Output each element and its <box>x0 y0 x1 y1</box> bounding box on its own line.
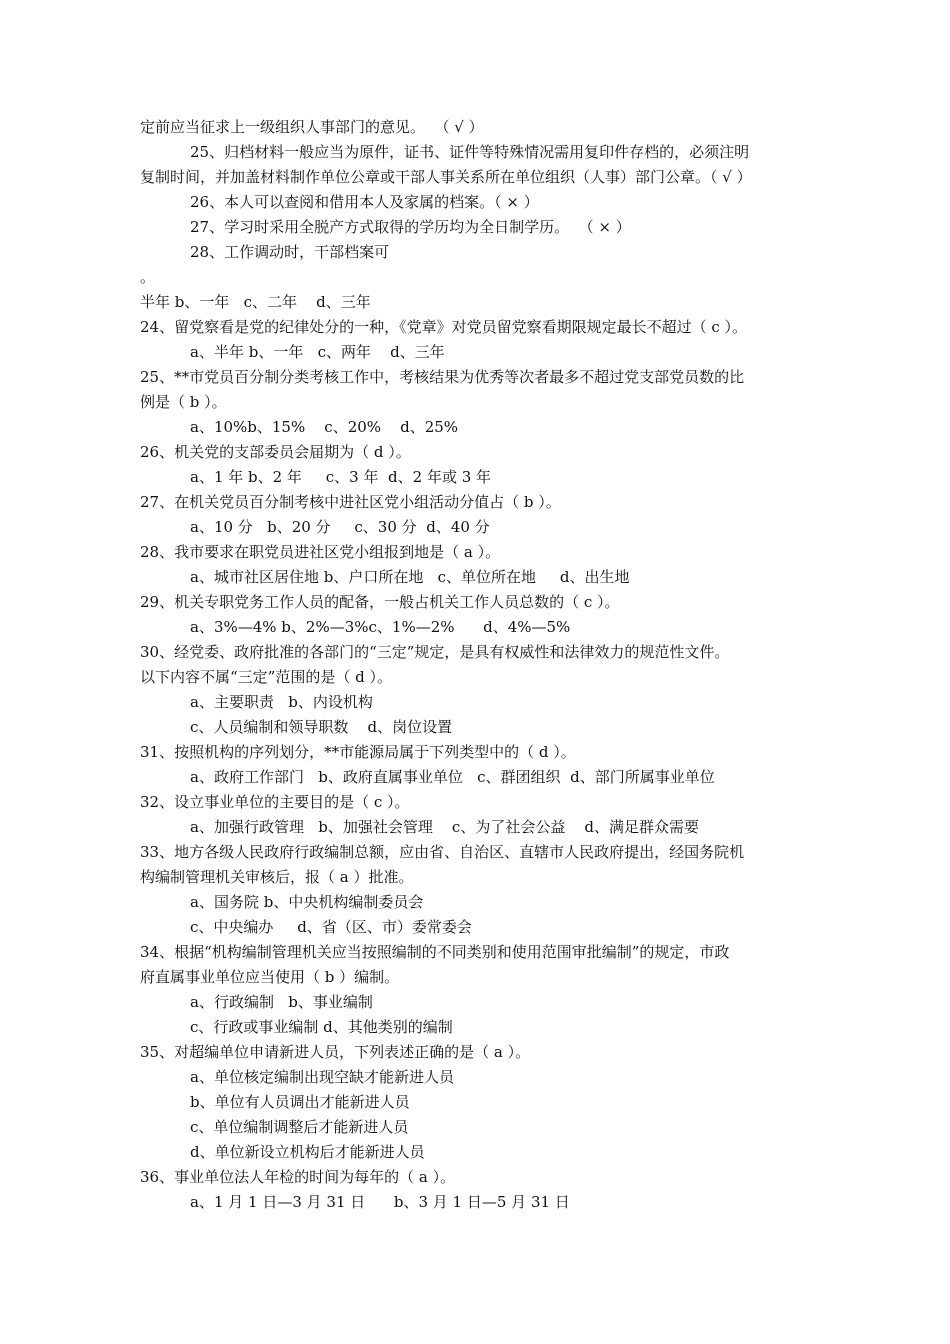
answer-options: a、政府工作部门 b、政府直属事业单位 c、群团组织 d、部门所属事业单位 <box>190 768 715 786</box>
text-line: 定前应当征求上一级组织人事部门的意见。 （ √ ） <box>140 118 484 136</box>
answer-options: a、行政编制 b、事业编制 <box>190 993 373 1011</box>
answer-options: c、单位编制调整后才能新进人员 <box>190 1118 409 1136</box>
text-line: 复制时间，并加盖材料制作单位公章或干部人事关系所在单位组织（人事）部门公章。（ √ ） <box>140 168 752 186</box>
text-line: 府直属事业单位应当使用（ b ）编制。 <box>140 968 400 986</box>
question-32: 32、设立事业单位的主要目的是（ c ）。 <box>140 793 410 811</box>
answer-options: d、单位新设立机构后才能新进人员 <box>190 1143 425 1161</box>
text-line: 以下内容不属“三定”范围的是（ d ）。 <box>140 668 392 686</box>
question-26: 26、机关党的支部委员会届期为（ d ）。 <box>140 443 411 461</box>
answer-options: c、行政或事业编制 d、其他类别的编制 <box>190 1018 453 1036</box>
answer-options: a、单位核定编制出现空缺才能新进人员 <box>190 1068 454 1086</box>
answer-options: a、1 月 1 日—3 月 31 日 b、3 月 1 日—5 月 31 日 <box>190 1193 570 1211</box>
question-28: 28、我市要求在职党员进社区党小组报到地是（ a ）。 <box>140 543 501 561</box>
question-34: 34、根据“机构编制管理机关应当按照编制的不同类别和使用范围审批编制”的规定，市政 <box>140 943 730 961</box>
answer-options: c、人员编制和领导职数 d、岗位设置 <box>190 718 453 736</box>
question-31: 31、按照机构的序列划分，**市能源局属于下列类型中的（ d ）。 <box>140 743 576 761</box>
answer-options: a、国务院 b、中央机构编制委员会 <box>190 893 424 911</box>
answer-options: a、10%b、15% c、20% d、25% <box>190 418 459 436</box>
question-29: 29、机关专职党务工作人员的配备，一般占机关工作人员总数的（ c ）。 <box>140 593 620 611</box>
question-25-archive: 25、归档材料一般应当为原件，证书、证件等特殊情况需用复印件存档的，必须注明 <box>190 143 750 161</box>
answer-options: a、城市社区居住地 b、户口所在地 c、单位所在地 d、出生地 <box>190 568 630 586</box>
text-line: 例是（ b ）。 <box>140 393 227 411</box>
question-33: 33、地方各级人民政府行政编制总额，应由省、自治区、直辖市人民政府提出，经国务院机 <box>140 843 745 861</box>
answer-options: a、10 分 b、20 分 c、30 分 d、40 分 <box>190 518 490 536</box>
question-35: 35、对超编单位申请新进人员，下列表述正确的是（ a ）。 <box>140 1043 531 1061</box>
answer-options: b、单位有人员调出才能新进人员 <box>190 1093 410 1111</box>
question-30: 30、经党委、政府批准的各部门的“三定”规定，是具有权威性和法律效力的规范性文件。 <box>140 643 730 661</box>
text-line: 构编制管理机关审核后，报（ a ）批准。 <box>140 868 414 886</box>
question-24: 24、留党察看是党的纪律处分的一种，《党章》对党员留党察看期限规定最长不超过（ c ）。 <box>140 318 748 336</box>
answer-options: a、半年 b、一年 c、两年 d、三年 <box>190 343 445 361</box>
answer-options: a、主要职责 b、内设机构 <box>190 693 373 711</box>
question-28-archive: 28、工作调动时，干部档案可 <box>190 243 390 261</box>
answer-options: a、3%—4% b、2%—3%c、1%—2% d、4%—5% <box>190 618 571 636</box>
answer-options: a、1 年 b、2 年 c、3 年 d、2 年或 3 年 <box>190 468 492 486</box>
answer-options: 半年 b、一年 c、二年 d、三年 <box>140 293 371 311</box>
question-25: 25、**市党员百分制分类考核工作中，考核结果为优秀等次者最多不超过党支部党员数的比 <box>140 368 745 386</box>
question-26-archive: 26、本人可以查阅和借用本人及家属的档案。（ × ） <box>190 193 539 211</box>
answer-options: a、加强行政管理 b、加强社会管理 c、为了社会公益 d、满足群众需要 <box>190 818 699 836</box>
question-27-archive: 27、学习时采用全脱产方式取得的学历均为全日制学历。 （ × ） <box>190 218 631 236</box>
text-line: 。 <box>140 268 156 286</box>
question-27: 27、在机关党员百分制考核中进社区党小组活动分值占（ b ）。 <box>140 493 561 511</box>
question-36: 36、事业单位法人年检的时间为每年的（ a ）。 <box>140 1168 456 1186</box>
answer-options: c、中央编办 d、省（区、市）委常委会 <box>190 918 472 936</box>
